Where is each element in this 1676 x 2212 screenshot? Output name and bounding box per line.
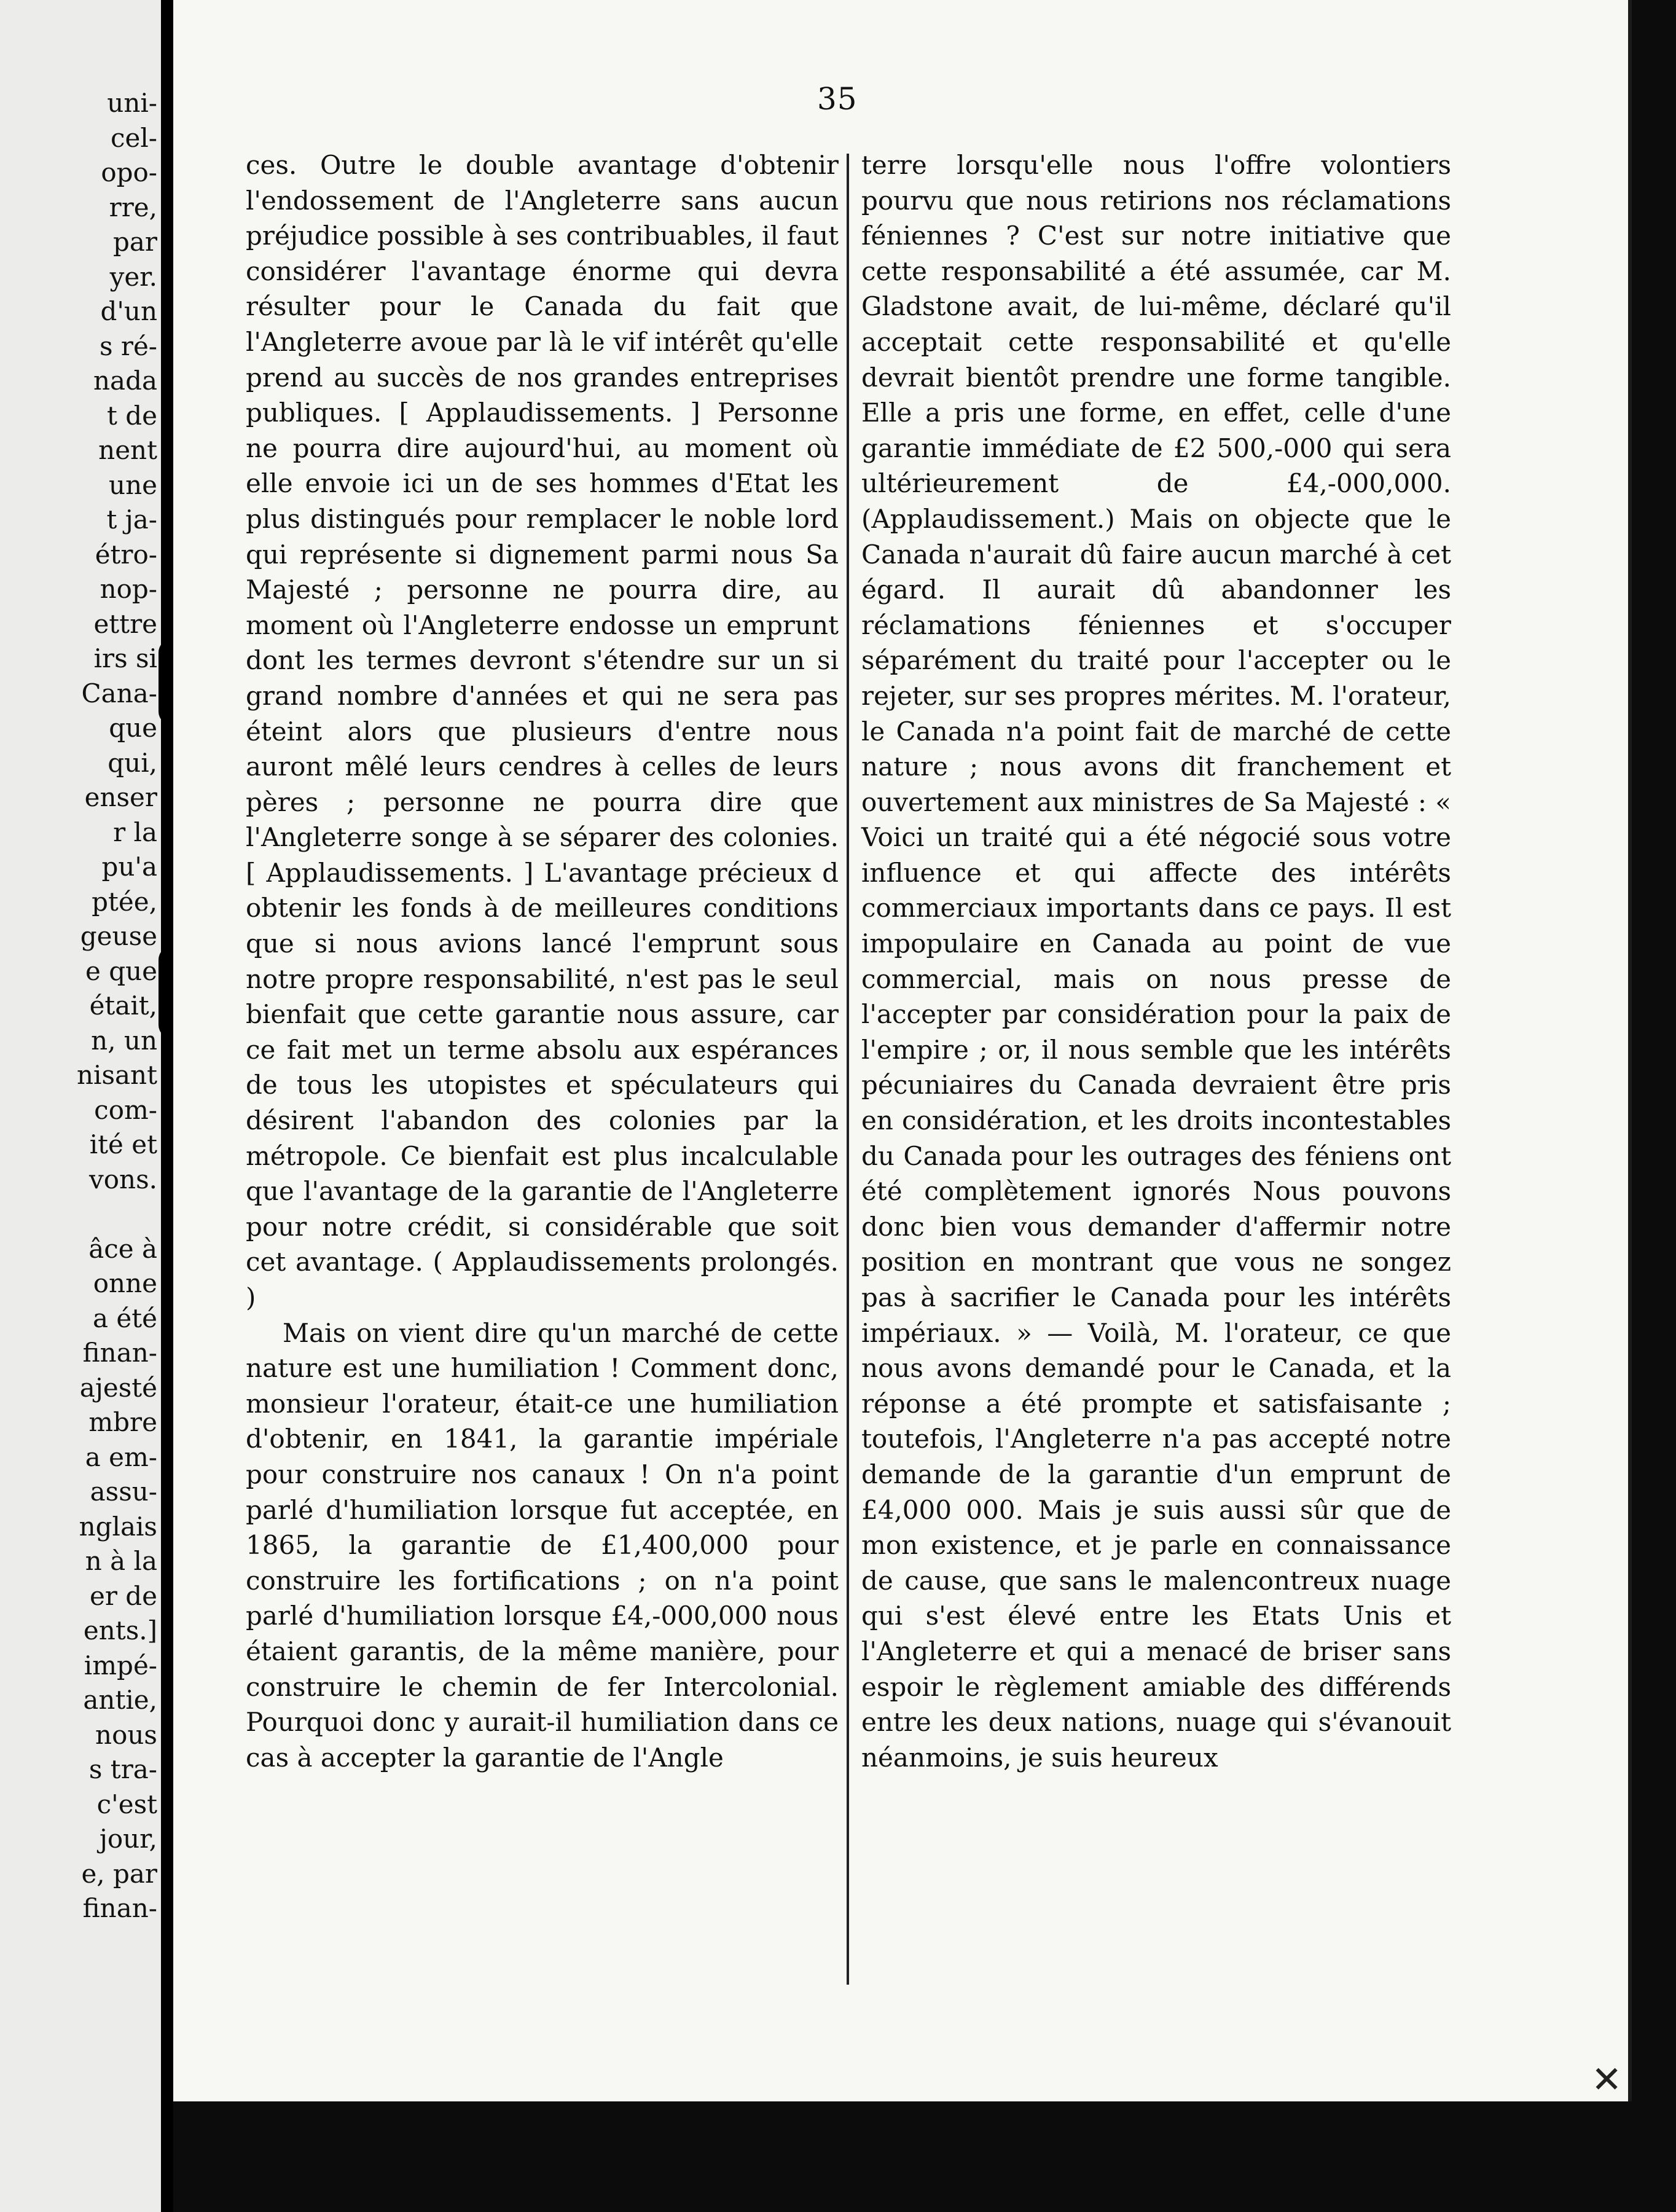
paragraph: ces. Outre le double avantage d'obtenir l'endossement de l'Angleterre sans aucun préjudice possible à ses contribuables, il faut considérer l'avantage énorme qui devra résulter pour le Canada du fait que l'Angleterre avoue par là le vif intérêt qu'elle prend au succès de nos grandes entreprises publiques. [ Applaudissements. ] Personne ne pourra dire aujourd'hui, au moment où elle envoie ici un de ses hommes d'Etat les plus distingués pour remplacer le noble lord qui représente si dignement parmi nous Sa Majesté ; personne ne pourra dire, au moment où l'Angleterre endosse un emprunt dont les termes devront s'étendre sur un si grand nombre d'années et qui ne sera pas éteint alors que plusieurs d'entre nous auront mêlé leurs cendres à celles de leurs pères ; personne ne pourra dire que l'Angleterre songe à se séparer des colonies. [ Applaudissements. ] L'avantage précieux d obtenir les fonds à de meilleures conditions que si nous avions lancé l'emprunt sous notre propre responsabilité, n'est pas le seul bienfait que cette garantie nous assure, car ce fait met un terme absolu aux espérances de tous les utopistes et spéculateurs qui désirent l'abandon des colonies par la métropole. Ce bienfait est plus incalculable que l'avantage de la garantie de l'Angleterre pour notre crédit, si considérable que soit cet avantage. ( Applaudissements prolongés. ) <box>246 150 839 1312</box>
paragraph: terre lorsqu'elle nous l'offre volontiers pourvu que nous retirions nos réclamations féniennes ? C'est sur notre initiative que cette responsabilité a été assumée, car M. Gladstone avait, de lui-même, déclaré qu'il acceptait cette responsabilité et qu'elle devrait bientôt prendre une forme tangible. Elle a pris une forme, en effet, celle d'une garantie immédiate de £2 500,-000 qui sera ultérieurement de £4,-000,000. (Applaudissement.) Mais on objecte que le Canada n'aurait dû faire aucun marché à cet égard. Il aurait dû abandonner les réclamations féniennes et s'occuper séparément du traité pour l'accepter ou le rejeter, sur ses propres mérites. M. l'orateur, le Canada n'a point fait de marché de cette nature ; nous avons dit franchement et ouvertement aux ministres de Sa Majesté : « Voici un traité qui a été négocié sous votre influence et qui affecte des intérêts commerciaux importants dans ce pays. Il est impopulaire en Canada au point de vue commercial, mais on nous presse de l'accepter par considération pour la paix de l'empire ; or, il nous semble que les intérêts pécuniaires du Canada devraient être pris en considération, et les droits incontestables du Canada pour les outrages des féniens ont été complètement ignorés Nous pouvons donc bien vous demander d'affermir notre position en montrant que vous ne songez pas à sacrifier le Canada pour les intérêts impériaux. » — Voilà, M. l'orateur, ce que nous avons demandé pour le Canada, et la réponse a été prompte et satisfaisante ; toutefois, l'Angleterre n'a pas accepté notre demande de la garantie d'un emprunt de £4,000 000. Mais je suis aussi sûr que de mon existence, et je parle en connaissance de cause, que sans le malencontreux nuage qui s'est élevé entre les Etats Unis et l'Angleterre et qui a menacé de briser sans espoir le règlement amiable des différends entre les deux nations, nuage qui s'évanouit néanmoins, je suis heureux <box>861 150 1451 1773</box>
page-number: 35 <box>817 81 858 117</box>
paragraph: Mais on vient dire qu'un marché de cette nature est une humiliation ! Comment donc, monsieur l'orateur, était-ce une humiliation d'obtenir, en 1841, la garantie impériale pour construire nos canaux ! On n'a point parlé d'humiliation lorsque fut acceptée, en 1865, la garantie de £1,400,000 pour construire les fortifications ; on n'a point parlé d'humiliation lorsque £4,-000,000 nous étaient garantis, de la même manière, pour construire le chemin de fer Intercolonial. Pourquoi donc y aurait-il humiliation dans ce cas à accepter la garantie de l'Angle <box>246 1317 839 1773</box>
column-divider <box>847 154 849 1985</box>
page-edge-shadow <box>1632 0 1676 2212</box>
page-gutter <box>161 0 173 2212</box>
left-page-strip <box>0 0 161 2212</box>
scan-bottom-band <box>173 2101 1628 2212</box>
left-page-fragments: uni- cel- opo- rre, par yer. d'un s ré- nada t de nent une t ja- étro- nop- ettre irs si Cana- que qui, enser r la pu'a ptée, geuse e que était, n, un nisant com- ité et vons. âce à onne a été finan- ajesté mbre a em- assu- nglais n à la er de ents.] impé- antie, nous s tra- c'est jour, e, par finan- <box>76 88 157 1923</box>
text-column-left <box>246 147 839 1775</box>
corner-pencil-mark-icon: ✕ <box>1591 2058 1623 2101</box>
text-column-right <box>861 147 1451 1775</box>
